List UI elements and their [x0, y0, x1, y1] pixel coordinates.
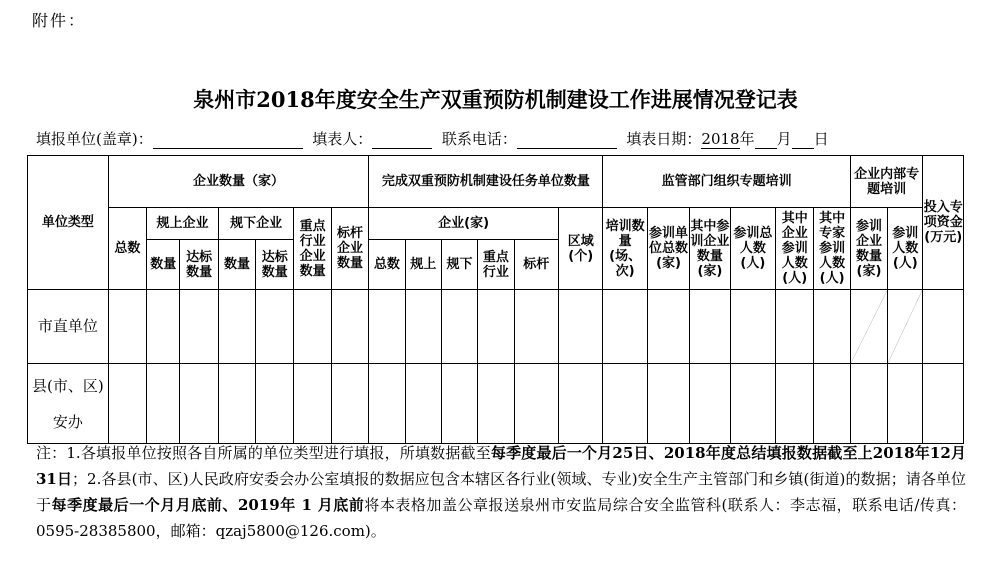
- diagonal-cell: [888, 290, 923, 364]
- header-enterprise-count: 企业数量（家）: [108, 156, 368, 208]
- phone-label: 联系电话：: [441, 130, 517, 148]
- data-cell[interactable]: [180, 290, 218, 364]
- data-cell[interactable]: [647, 290, 689, 364]
- data-cell[interactable]: [814, 364, 850, 444]
- note-part-1: 注：1.各填报单位按照各自所属的单位类型进行填报，所填数据截至: [36, 444, 491, 462]
- header-above-count: 数量: [147, 240, 180, 290]
- data-cell[interactable]: [441, 364, 477, 444]
- header-training: 监管部门组织专题培训: [603, 156, 850, 208]
- data-cell[interactable]: [558, 290, 602, 364]
- data-cell[interactable]: [923, 290, 964, 364]
- header-below-standard: 达标数量: [256, 240, 294, 290]
- header-unit-type: 单位类型: [28, 156, 109, 290]
- data-cell[interactable]: [405, 290, 441, 364]
- header-participating-units: 参训单位总数(家): [647, 208, 689, 290]
- header-above-scale: 规上企业: [147, 208, 219, 240]
- footnote: [36, 440, 966, 544]
- row-label-city: 市直单位: [28, 290, 109, 364]
- header-training-sessions: 培训数量(场、次): [603, 208, 647, 290]
- date-year[interactable]: 2018: [701, 130, 740, 148]
- data-cell[interactable]: [514, 290, 558, 364]
- header-below-count: 数量: [218, 240, 255, 290]
- data-cell[interactable]: [603, 290, 647, 364]
- data-cell[interactable]: [108, 364, 146, 444]
- filler-field[interactable]: [372, 134, 432, 149]
- header-key-industry: 重点行业企业数量: [294, 208, 331, 290]
- date-day-field[interactable]: [792, 134, 814, 149]
- header-participating-enterprises: 其中参训企业数量(家): [690, 208, 730, 290]
- table-row-county: [28, 364, 964, 444]
- date-month-field[interactable]: [755, 134, 777, 149]
- data-cell[interactable]: [603, 364, 647, 444]
- phone-field[interactable]: [517, 134, 617, 149]
- header-enterprise-group: 企业(家): [369, 208, 559, 240]
- data-cell[interactable]: [147, 364, 180, 444]
- header-trainee-total: 参训总人数(人): [730, 208, 775, 290]
- header-sub-benchmark: 标杆: [514, 240, 558, 290]
- page-title: 泉州市2018年度安全生产双重预防机制建设工作进展情况登记表: [193, 87, 798, 112]
- header-internal-enterprises: 参训企业数量(家): [850, 208, 887, 290]
- note-bold-2: 每季度最后一个月月底前、2019年 1 月底前: [51, 496, 365, 514]
- header-investment: 投入专项资金(万元): [923, 156, 964, 290]
- data-cell[interactable]: [405, 364, 441, 444]
- data-cell[interactable]: [690, 364, 730, 444]
- header-sub-above: 规上: [405, 240, 441, 290]
- data-cell[interactable]: [256, 364, 294, 444]
- date-year-unit: 年: [739, 130, 755, 148]
- note-part-2: ；2.各县(市、区)人民政府安委会办公室填报的数据应包含本辖区各行业(领域、专业)安全生产主管部门和乡镇(街道)的数据；请各单位于: [36, 470, 966, 514]
- header-below-scale: 规下企业: [218, 208, 294, 240]
- date-label: 填表日期：: [626, 130, 702, 148]
- attachment-label: 附件：: [32, 11, 87, 30]
- header-total: 总数: [108, 208, 146, 290]
- data-cell[interactable]: [850, 364, 887, 444]
- row-label-county: 县(市、区)安办: [28, 364, 109, 444]
- header-above-standard: 达标数量: [180, 240, 218, 290]
- data-cell[interactable]: [814, 290, 850, 364]
- data-cell[interactable]: [294, 290, 331, 364]
- header-sub-total: 总数: [369, 240, 405, 290]
- data-cell[interactable]: [776, 290, 814, 364]
- header-benchmark: 标杆企业数量: [331, 208, 368, 290]
- header-completed: 完成双重预防机制建设任务单位数量: [369, 156, 603, 208]
- filler-label: 填表人：: [312, 130, 373, 148]
- data-cell[interactable]: [180, 364, 218, 444]
- data-cell[interactable]: [108, 290, 146, 364]
- header-internal-trainees: 参训人数(人): [888, 208, 923, 290]
- data-cell[interactable]: [218, 364, 255, 444]
- data-cell[interactable]: [730, 364, 775, 444]
- date-month-unit: 月: [776, 130, 792, 148]
- data-cell[interactable]: [369, 290, 405, 364]
- header-region: 区域(个): [558, 208, 602, 290]
- data-cell[interactable]: [776, 364, 814, 444]
- data-cell[interactable]: [647, 364, 689, 444]
- data-cell[interactable]: [147, 290, 180, 364]
- note-part-3: 将本表格加盖公章报送泉州市安监局综合安全监管科(联系人：李志福，联系电话/传真：0595-28385800，邮箱：qzaj5800@126.com)。: [36, 496, 966, 540]
- data-cell[interactable]: [331, 364, 368, 444]
- data-cell[interactable]: [294, 364, 331, 444]
- data-cell[interactable]: [558, 364, 602, 444]
- header-expert-trainees: 其中专家参训人数(人): [814, 208, 850, 290]
- table-row-city: [28, 290, 964, 364]
- data-cell[interactable]: [730, 290, 775, 364]
- unit-label: 填报单位(盖章)：: [36, 130, 153, 148]
- data-cell[interactable]: [478, 290, 514, 364]
- data-cell[interactable]: [331, 290, 368, 364]
- data-cell[interactable]: [256, 290, 294, 364]
- data-cell[interactable]: [888, 364, 923, 444]
- date-day-unit: 日: [813, 130, 829, 148]
- data-cell[interactable]: [923, 364, 964, 444]
- form-header-line: [36, 128, 829, 149]
- data-cell[interactable]: [369, 364, 405, 444]
- unit-field[interactable]: [153, 134, 303, 149]
- header-sub-key: 重点行业: [478, 240, 514, 290]
- header-enterprise-trainees: 其中企业参训人数(人): [776, 208, 814, 290]
- data-cell[interactable]: [514, 364, 558, 444]
- data-cell[interactable]: [441, 290, 477, 364]
- header-sub-below: 规下: [441, 240, 477, 290]
- data-cell[interactable]: [478, 364, 514, 444]
- header-internal-training: 企业内部专题培训: [850, 156, 923, 208]
- data-cell[interactable]: [218, 290, 255, 364]
- diagonal-cell: [850, 290, 887, 364]
- registration-table: [27, 155, 964, 444]
- note-bold-1: 每季度最后一个月25日、2018年度总结填报数据截至上2018年12月31日: [36, 444, 966, 488]
- data-cell[interactable]: [690, 290, 730, 364]
